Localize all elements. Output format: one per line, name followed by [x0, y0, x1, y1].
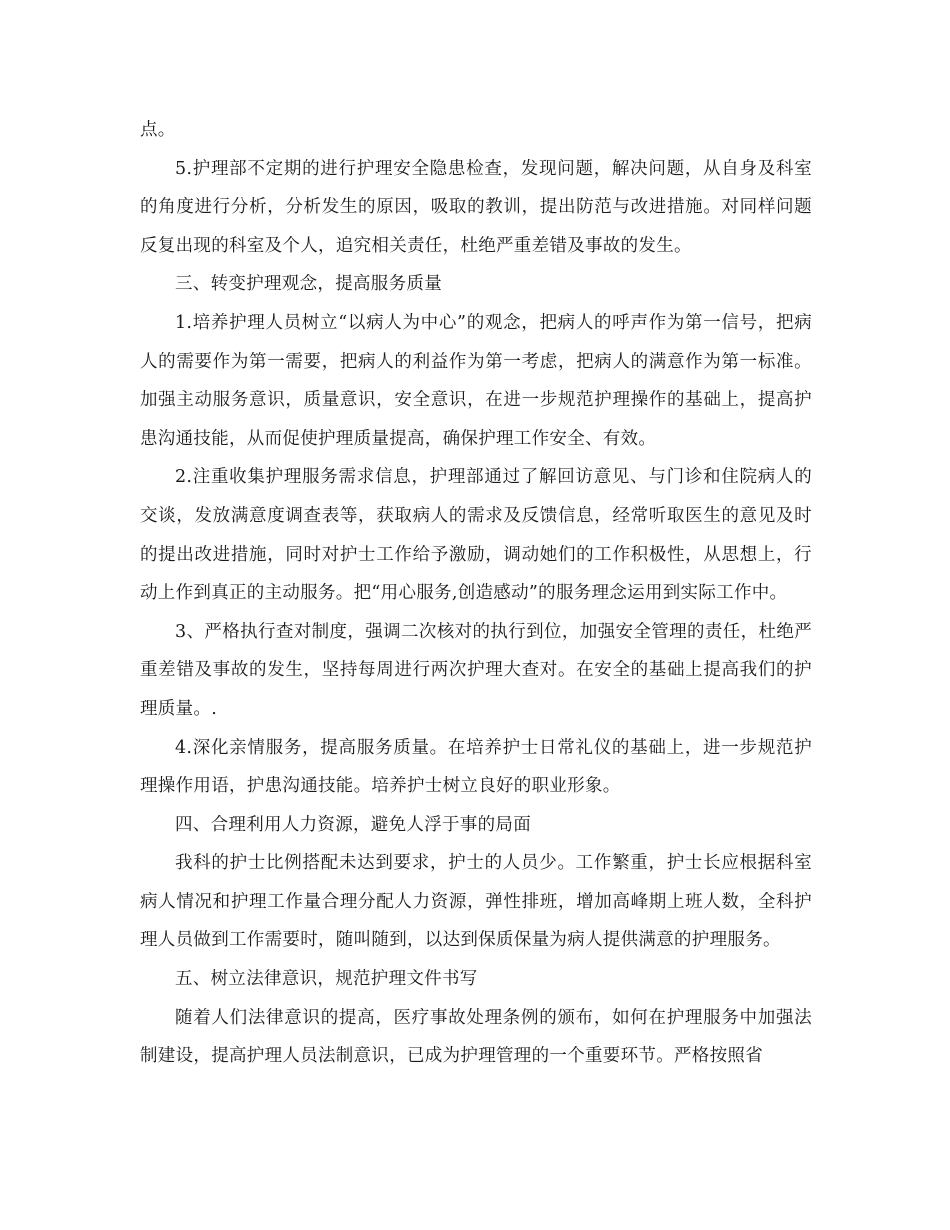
paragraph-continuation: 点。 [140, 120, 176, 140]
paragraph-item-1: 1.培养护理人员树立“以病人为中心”的观念，把病人的呼声作为第一信号，把病人的需要作为第一需要，把病人的利益作为第一考虑，把病人的满意作为第一标准。加强主动服务意识，质量意识，安全意识，在进一步规范护理操作的基础上，提高护患沟通技能，从而促使护理质量提高，确保护理工作安全、有效。 [140, 312, 812, 449]
section-heading-5: 五、树立法律意识，规范护理文件书写 [175, 969, 478, 990]
paragraph-item-5: 5.护理部不定期的进行护理安全隐患检查，发现问题，解决问题，从自身及科室的角度进行分析，分析发生的原因，吸取的教训，提出防范与改进措施。对同样问题反复出现的科室及个人，追究相关责任，杜绝严重差错及事故的发生。 [140, 158, 812, 256]
section-heading-3: 三、转变护理观念，提高服务质量 [175, 274, 442, 295]
document-body [140, 111, 812, 1076]
paragraph-item-3: 3、严格执行查对制度，强调二次核对的执行到位，加强安全管理的责任，杜绝严重差错及事故的发生，坚持每周进行两次护理大查对。在安全的基础上提高我们的护理质量。. [140, 621, 812, 719]
paragraph-legal: 随着人们法律意识的提高，医疗事故处理条例的颁布，如何在护理服务中加强法制建设，提高护理人员法制意识，已成为护理管理的一个重要环节。严格按照省 [140, 1007, 812, 1067]
section-heading-4: 四、合理利用人力资源，避免人浮于事的局面 [175, 814, 531, 835]
paragraph-staffing: 我科的护士比例搭配未达到要求，护士的人员少。工作繁重，护士长应根据科室病人情况和护理工作量合理分配人力资源，弹性排班，增加高峰期上班人数，全科护理人员做到工作需要时，随叫随到，以达到保质保量为病人提供满意的护理服务。 [140, 853, 812, 951]
paragraph-item-2: 2.注重收集护理服务需求信息，护理部通过了解回访意见、与门诊和住院病人的交谈，发放满意度调查表等，获取病人的需求及反馈信息，经常听取医生的意见及时的提出改进措施，同时对护士工作给予激励，调动她们的工作积极性，从思想上，行动上作到真正的主动服务。把“用心服务,创造感动”的服务理念运用到实际工作中。 [140, 467, 812, 604]
paragraph-item-4: 4.深化亲情服务，提高服务质量。在培养护士日常礼仪的基础上，进一步规范护理操作用语，护患沟通技能。培养护士树立良好的职业形象。 [140, 737, 812, 797]
